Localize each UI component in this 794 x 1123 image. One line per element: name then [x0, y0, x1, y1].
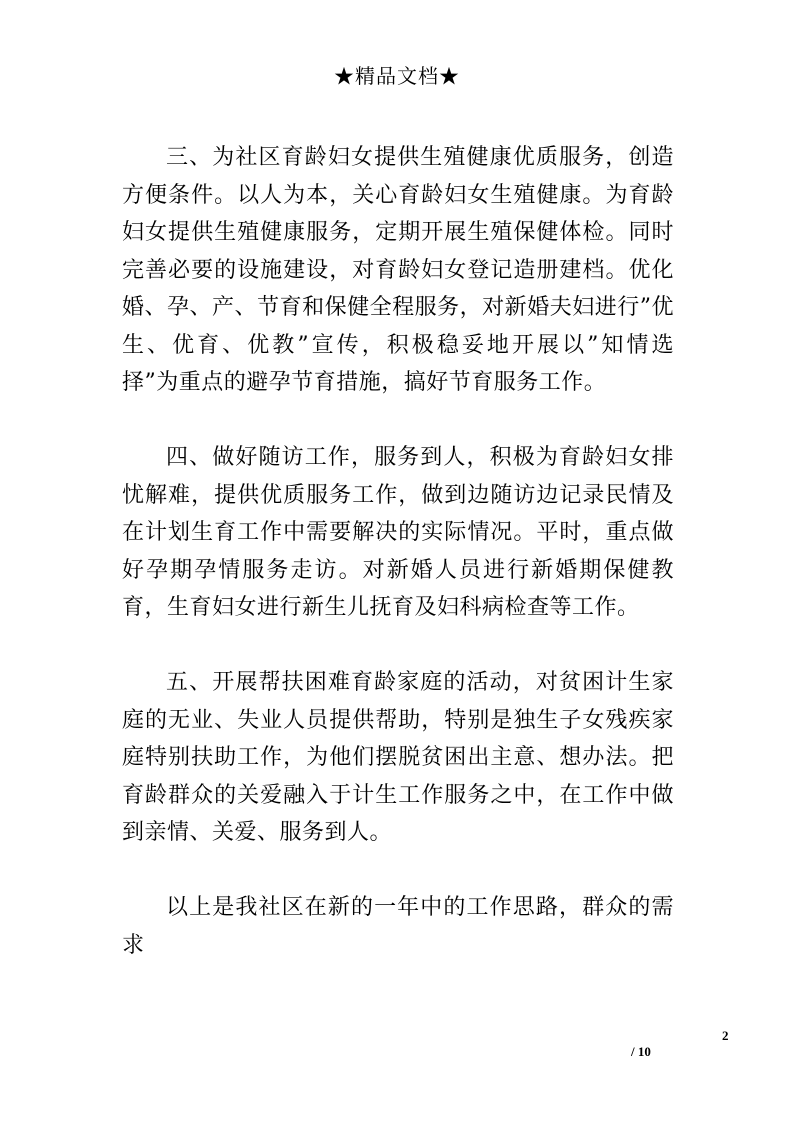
paragraph-section-5: 五、开展帮扶困难育龄家庭的活动，对贫困计生家庭的无业、失业人员提供帮助，特别是独生子女残疾家庭特别扶助工作，为他们摆脱贫困出主意、想办法。把育龄群众的关爱融入于计生工作服务之中，在工作中做到亲情、关爱、服务到人。	[122, 670, 674, 845]
paragraph-section-4: 四、做好随访工作，服务到人，积极为育龄妇女排忧解难，提供优质服务工作，做到边随访边记录民情及在计划生育工作中需要解决的实际情况。平时，重点做好孕期孕情服务走访。对新婚人员进行新婚期保健教育，生育妇女进行新生儿抚育及妇科病检查等工作。	[122, 445, 674, 620]
document-body	[122, 139, 674, 964]
document-header: ★精品文档★	[334, 64, 460, 88]
paragraph-conclusion: 以上是我社区在新的一年中的工作思路，群众的需求	[122, 895, 674, 958]
page-total: / 10	[631, 1044, 651, 1059]
paragraph-section-3: 三、为社区育龄妇女提供生殖健康优质服务，创造方便条件。以人为本，关心育龄妇女生殖健康。为育龄妇女提供生殖健康服务，定期开展生殖保健体检。同时完善必要的设施建设，对育龄妇女登记造册建档。优化婚、孕、产、节育和保健全程服务，对新婚夫妇进行”优生、优育、优教”宣传，积极稳妥地开展以”知情选择”为重点的避孕节育措施，搞好节育服务工作。	[122, 145, 674, 395]
page-number: 2	[722, 1028, 729, 1043]
